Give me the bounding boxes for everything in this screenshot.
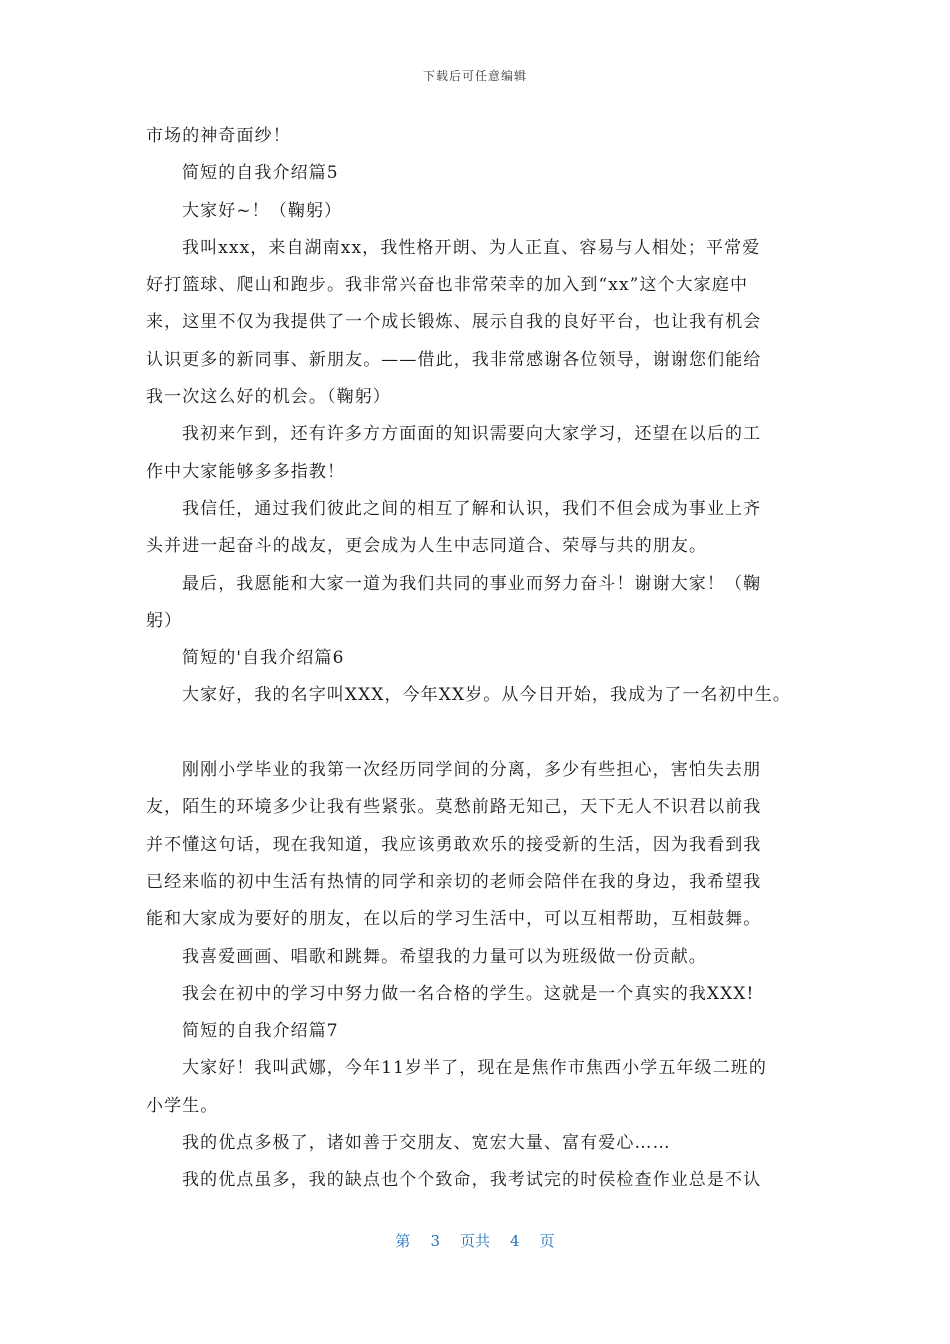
text-line: 来，这里不仅为我提供了一个成长锻炼、展示自我的良好平台，也让我有机会 (146, 312, 762, 333)
text-line: 我初来乍到，还有许多方方面面的知识需要向大家学习，还望在以后的工 (182, 424, 762, 445)
footer-middle: 页共 (459, 1232, 490, 1250)
text-line: 已经来临的初中生活有热情的同学和亲切的老师会陪伴在我的身边，我希望我 (146, 871, 762, 892)
text-line: 作中大家能够多多指教！ (146, 461, 346, 482)
text-line: 简短的自我介绍篇7 (182, 1021, 339, 1042)
text-line: 我叫xxx，来自湖南xx，我性格开朗、为人正直、容易与人相处；平常爱 (182, 237, 761, 258)
page-header: 下载后可任意编辑 (422, 69, 527, 83)
text-line: 认识更多的新同事、新朋友。——借此，我非常感谢各位领导，谢谢您们能给 (146, 349, 762, 370)
document-body (146, 118, 811, 1200)
blank-line (146, 715, 811, 752)
text-line: 我的优点虽多，我的缺点也个个致命，我考试完的时侯检查作业总是不认 (182, 1170, 762, 1191)
text-line: 头并进一起奋斗的战友，更会成为人生中志同道合、荣辱与共的朋友。 (146, 536, 708, 557)
text-line: 我喜爱画画、唱歌和跳舞。希望我的力量可以为班级做一份贡献。 (182, 946, 707, 967)
footer-suffix: 页 (539, 1232, 555, 1250)
text-line: 我会在初中的学习中努力做一名合格的学生。这就是一个真实的我XXX! (182, 983, 755, 1004)
text-line: 大家好~！（鞠躬） (182, 200, 343, 221)
text-line: 并不懂这句话，现在我知道，我应该勇敢欢乐的接受新的生活，因为我看到我 (146, 834, 762, 855)
text-line: 简短的自我介绍篇5 (182, 163, 339, 184)
text-line: 大家好！我叫武娜，今年11岁半了，现在是焦作市焦西小学五年级二班的 (182, 1058, 767, 1079)
text-line: 刚刚小学毕业的我第一次经历同学间的分离，多少有些担心，害怕失去朋 (182, 760, 762, 781)
footer-current-page: 3 (430, 1232, 440, 1250)
text-line: 简短的'自我介绍篇6 (182, 648, 345, 669)
text-line: 小学生。 (146, 1095, 219, 1116)
footer-total-pages: 4 (510, 1232, 520, 1250)
text-line: 最后，我愿能和大家一道为我们共同的事业而努力奋斗！谢谢大家！（鞠 (182, 573, 762, 594)
text-line: 好打篮球、爬山和跑步。我非常兴奋也非常荣幸的加入到“xx”这个大家庭中 (146, 275, 749, 296)
text-line: 我的优点多极了，诸如善于交朋友、宽宏大量、富有爱心…… (182, 1133, 671, 1154)
text-line: 市场的神奇面纱！ (146, 126, 291, 146)
text-line: 友，陌生的环境多少让我有些紧张。莫愁前路无知己，天下无人不识君以前我 (146, 797, 762, 818)
footer-prefix: 第 (395, 1232, 411, 1250)
text-line: 我一次这么好的机会。（鞠躬） (146, 387, 391, 408)
text-line: 大家好，我的名字叫XXX，今年XX岁。从今日开始，我成为了一名初中生。 (182, 685, 792, 706)
text-line: 躬） (146, 610, 183, 631)
text-line: 能和大家成为要好的朋友，在以后的学习生活中，可以互相帮助，互相鼓舞。 (146, 909, 762, 930)
text-line: 我信任，通过我们彼此之间的相互了解和认识，我们不但会成为事业上齐 (182, 498, 762, 519)
page-footer (0, 1230, 950, 1251)
